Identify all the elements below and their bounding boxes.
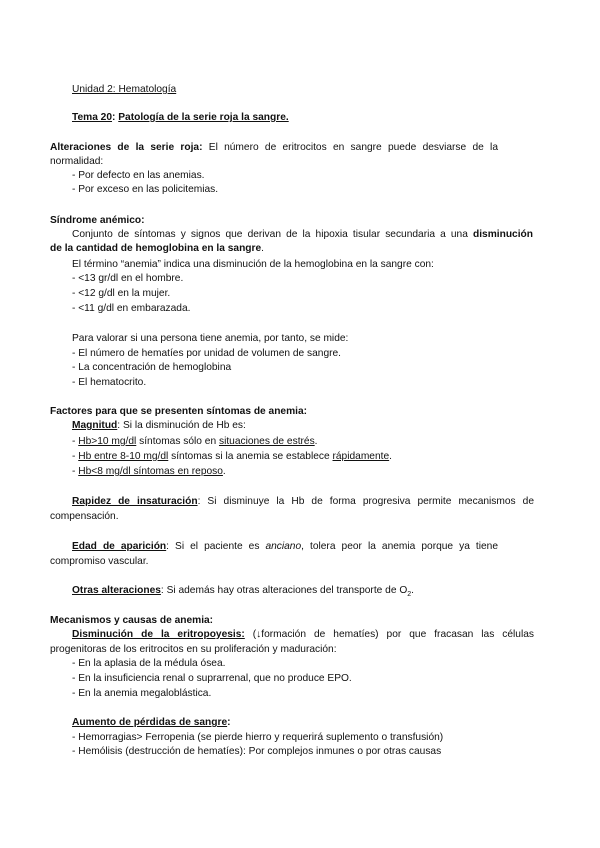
list-item: - En la insuficiencia renal o suprarrenal, que no produce EPO. (72, 673, 352, 684)
list-item: - El número de hematíes por unidad de volumen de sangre. (72, 348, 341, 359)
anemic-def-bold-2: de la cantidad de hemoglobina en la sangre (50, 243, 262, 254)
age-italic: anciano (265, 541, 302, 552)
hb-condition: situaciones de estrés (218, 436, 315, 447)
speed-label: Rapidez de insaturación (72, 496, 198, 507)
magnitude-label: Magnitud (72, 420, 118, 431)
speed-text: : Si disminuye la Hb de forma progresiva permite mecanismos de (197, 496, 534, 507)
topic-prefix: Tema 20 (72, 112, 113, 123)
red-series-paragraph (50, 141, 498, 154)
hb-range: Hb<8 mg/dl síntomas en reposo (78, 466, 223, 477)
list-item: - En la aplasia de la médula ósea. (72, 658, 226, 669)
age-text-b: , tolera peor la anemia porque ya tiene (301, 541, 499, 552)
speed-line2: compensación. (50, 511, 119, 522)
factors-heading: Factores para que se presenten síntomas de anemia: (50, 406, 308, 417)
red-series-heading: Alteraciones de la serie roja: (50, 142, 203, 153)
hb-text: síntomas sólo en (136, 436, 219, 447)
decrease-label: Disminución de la eritropoyesis: (72, 629, 245, 640)
decrease-text: (↓formación de hematíes) por que fracasan las células (244, 629, 534, 640)
list-dash: - (72, 466, 79, 477)
mechanisms-heading: Mecanismos y causas de anemia: (50, 615, 214, 626)
list-dash: - (72, 436, 79, 447)
age-paragraph (72, 540, 498, 553)
anemic-def-bold: disminución (473, 229, 533, 240)
list-item (72, 435, 318, 448)
decrease-paragraph (72, 628, 534, 641)
hb-end: . (314, 436, 318, 447)
anemic-definition-line2 (50, 242, 264, 255)
topic-title (72, 111, 289, 124)
loss-heading (72, 716, 231, 729)
anemic-definition (72, 228, 533, 241)
speed-paragraph (72, 495, 534, 508)
anemic-def-end: . (261, 243, 265, 254)
unit-title: Unidad 2: Hematología (72, 84, 177, 95)
other-text: : Si además hay otras alteraciones del transporte de O (160, 585, 408, 596)
other-sub: 2 (407, 591, 412, 599)
magnitude-line (72, 419, 246, 432)
list-item: - En la anemia megaloblástica. (72, 688, 212, 699)
list-item: - Por exceso en las policitemias. (72, 184, 219, 195)
decrease-line2: progenitoras de los eritrocitos en su proliferación y maduración: (50, 644, 337, 655)
red-series-intro: El número de eritrocitos en sangre puede desviarse de la (202, 142, 498, 153)
list-dash: - (72, 451, 79, 462)
hb-end: . (389, 451, 392, 462)
red-series-intro-line2: normalidad: (50, 156, 104, 167)
anemic-def-text: Conjunto de síntomas y signos que derivan de la hipoxia tisular secundaria a una (72, 229, 473, 240)
magnitude-text: : Si la disminución de Hb es: (117, 420, 246, 431)
other-paragraph (72, 584, 414, 597)
loss-label: Aumento de pérdidas de sangre (72, 717, 228, 728)
hb-range: Hb>10 mg/dl (78, 436, 137, 447)
list-item: - El hematocrito. (72, 377, 147, 388)
anemic-heading: Síndrome anémico: (50, 215, 145, 226)
list-item: - <11 g/dl en embarazada. (72, 303, 191, 314)
other-end: . (411, 585, 414, 596)
list-item: - <13 gr/dl en el hombre. (72, 273, 184, 284)
age-label: Edad de aparición (72, 541, 167, 552)
hb-range: Hb entre 8-10 mg/dl (78, 451, 169, 462)
assess-intro: Para valorar si una persona tiene anemia, por tanto, se mide: (72, 333, 349, 344)
hb-condition: rápidamente (332, 451, 390, 462)
list-item: - La concentración de hemoglobina (72, 362, 232, 373)
list-item: - Hemorragias> Ferropenia (se pierde hierro y requerirá suplemento o transfusión) (72, 732, 444, 743)
hb-text: síntomas si la anemia se establece (168, 451, 333, 462)
list-item: - Hemólisis (destrucción de hematíes): Por complejos inmunes o por otras causas (72, 746, 442, 757)
loss-colon: : (227, 717, 231, 728)
age-line2: compromiso vascular. (50, 556, 149, 567)
anemia-term-line: El término “anemia” indica una disminución de la hemoglobina en la sangre con: (72, 259, 434, 270)
topic-sep: : (112, 112, 119, 123)
list-item: - <12 g/dl en la mujer. (72, 288, 171, 299)
list-item (72, 465, 226, 478)
topic-name: Patología de la serie roja la sangre. (118, 112, 289, 123)
other-label: Otras alteraciones (72, 585, 161, 596)
list-item (72, 450, 392, 463)
hb-end: . (222, 466, 226, 477)
list-item: - Por defecto en las anemias. (72, 170, 205, 181)
age-text-a: : Si el paciente es (166, 541, 266, 552)
